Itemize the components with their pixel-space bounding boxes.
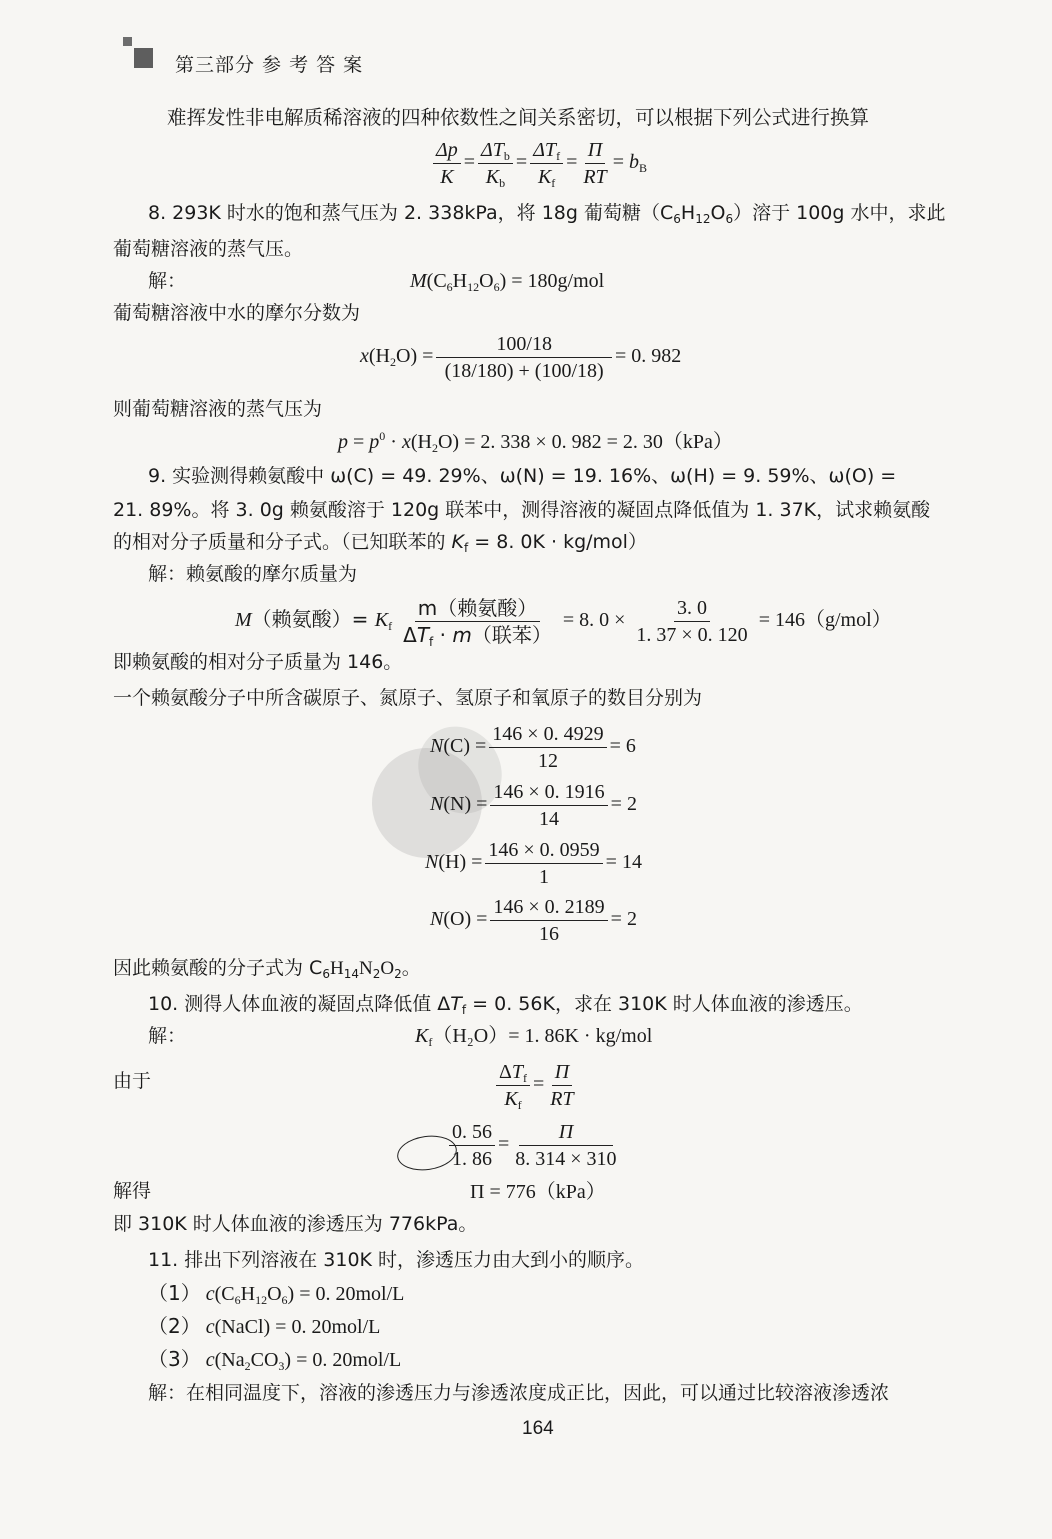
q10-kf-value: $K_f(H_2O)= 1$. 86K · kg/mol: [415, 1025, 653, 1049]
q10-since-label: 由于: [113, 1070, 152, 1092]
q10-conclusion: 即 310K 时人体血液的渗透压为 776kPa。: [113, 1213, 478, 1235]
q9-solution-line: 解：赖氨酸的摩尔质量为: [148, 563, 358, 585]
q10-substituted-formula: $\frac{0. 56}{1. 86}$ = $\frac{\Pi}{8. 314 \times 310}$: [446, 1120, 623, 1171]
q10-relation-formula: $\frac{\Delta T_f}{K_f}$ = $\frac{\Pi}{RT}$: [493, 1060, 580, 1111]
atom-count-h: N(H) = $\frac{146 \times 0. 0959}{1}$ = 14: [425, 839, 642, 888]
q11-solution-line: 解：在相同温度下，溶液的渗透压力与渗透浓度成正比，因此，可以通过比较溶液渗透浓: [148, 1382, 890, 1404]
q8-solution-label: 解：: [148, 270, 187, 292]
q8-mole-fraction-label: 葡萄糖溶液中水的摩尔分数为: [113, 302, 361, 324]
colligative-formula: $\frac{\Delta p}{K}$ = $\frac{\Delta T_b}{K_b}$ = $\frac{\Delta T_f}{K_f}$ = $\frac{\Pi}{RT}$ = $b_B$: [430, 138, 647, 189]
q9-line3: 的相对分子质量和分子式。（已知联苯的 $K_f = 8$. 0K · kg/mol）: [113, 531, 647, 555]
header-square-icon-small: [123, 37, 132, 46]
q8-molar-mass: $M(C_6H_{12}O_6) = 180g/mol$: [410, 270, 605, 294]
q11-item-1: （1） $c(C_6H_{12}O_6) = 0$. 20mol/L: [148, 1281, 405, 1307]
q10-solution-label: 解：: [148, 1025, 187, 1047]
atom-count-n: N(N) = $\frac{146 \times 0. 1916}{14}$ = 2: [430, 781, 637, 830]
q10-solve-label: 解得: [113, 1180, 152, 1202]
q9-line1: 9. 实验测得赖氨酸中 ω(C) = 49. 29%、ω(N) = 19. 16%、ω(H) = 9. 59%、ω(O) =: [148, 465, 897, 487]
q11-line1: 11. 排出下列溶液在 310K 时，渗透压力由大到小的顺序。: [148, 1249, 645, 1271]
q9-line2: 21. 89%。将 3. 0g 赖氨酸溶于 120g 联苯中，测得溶液的凝固点降低值为 1. 37K，试求赖氨酸: [113, 499, 931, 521]
q11-item-3: （3） $c(Na_2CO_3) = 0$. 20mol/L: [148, 1347, 402, 1373]
q8-line2: 葡萄糖溶液的蒸气压。: [113, 238, 304, 260]
q8-vapor-pressure-formula: $p = p^0 \cdot x(H_2O) = 2$. 338 × 0. 982 = 2. 30（kPa）: [338, 429, 733, 455]
intro-text: 难挥发性非电解质稀溶液的四种依数性之间关系密切，可以根据下列公式进行换算: [167, 106, 870, 129]
atom-count-c: N(C) = $\frac{146 \times 0. 4929}{12}$ = 6: [430, 723, 636, 772]
q8-mole-fraction-formula: $x(H_2O)$ = $\frac{100/18}{(18/180) + (100/18)}$ = 0. 982: [360, 333, 682, 382]
header-square-icon-large: [134, 48, 153, 68]
q10-pi-result: Π = 776（kPa）: [470, 1181, 606, 1203]
q8-vapor-pressure-label: 则葡萄糖溶液的蒸气压为: [113, 398, 323, 420]
q9-conclusion: 因此赖氨酸的分子式为 $C_6H_{14}N_2O_2$。: [113, 957, 421, 981]
q10-line1: 10. 测得人体血液的凝固点降低值 $\Delta T_f = 0$. 56K，求在 310K 时人体血液的渗透压。: [148, 993, 863, 1017]
page-number: 164: [522, 1418, 554, 1439]
atom-count-o: N(O) = $\frac{146 \times 0. 2189}{16}$ = 2: [430, 896, 637, 945]
section-header: 第三部分 参 考 答 案: [175, 54, 364, 76]
q9-molar-mass-formula: M（赖氨酸）= $K_f$ $\frac{\text{m（赖氨酸）}}{\Delta T_f \cdot m(联苯)}$ = 8. 0 × $\frac{3. 0}{1. 37 \times 0. 120}$ = 146（g/mol）: [235, 596, 892, 649]
q9-atoms-intro: 一个赖氨酸分子中所含碳原子、氮原子、氢原子和氧原子的数目分别为: [113, 687, 703, 709]
q9-relative-mass: 即赖氨酸的相对分子质量为 146。: [113, 651, 403, 673]
q11-item-2: （2） c(NaCl) = 0. 20mol/L: [148, 1314, 381, 1338]
q8-line1: 8. 293K 时水的饱和蒸气压为 2. 338kPa，将 18g 葡萄糖$(C_6H_{12}O_6)$溶于 100g 水中，求此: [148, 202, 946, 226]
